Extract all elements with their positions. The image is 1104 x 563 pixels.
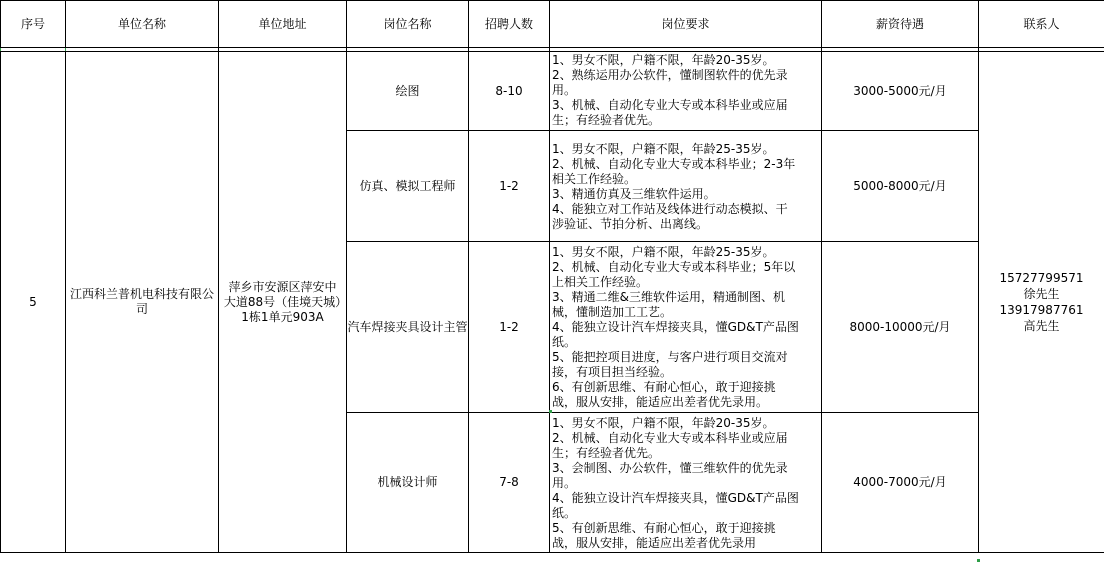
header-address[interactable]: 单位地址	[219, 1, 347, 48]
requirement-line: 用。	[552, 475, 577, 490]
requirement-line: 1、男女不限，户籍不限，年龄20-35岁。	[552, 53, 775, 67]
header-row	[1, 1, 1104, 48]
cell-company[interactable]: 江西科兰普机电科技有限公司	[66, 52, 219, 553]
cell-address[interactable]: 萍乡市安源区萍安中大道88号（佳境天城）1栋1单元903A	[219, 52, 347, 553]
contact-name-2: 高先生	[1023, 319, 1060, 333]
header-count[interactable]: 招聘人数	[469, 1, 550, 48]
cell-requirements[interactable]	[550, 131, 822, 242]
requirement-line: 战，服从安排，能适应出差者优先录用	[552, 535, 757, 550]
requirement-line: 3、机械、自动化专业大专或本科毕业或应届	[552, 98, 788, 112]
requirement-line: 纸。	[552, 335, 577, 349]
cell-position[interactable]: 仿真、模拟工程师	[347, 131, 469, 242]
cell-requirements[interactable]	[550, 413, 822, 553]
requirement-line: 4、能独立设计汽车焊接夹具，懂GD&T产品图	[552, 490, 799, 505]
cell-count[interactable]: 7-8	[469, 413, 550, 553]
requirement-line: 5、有创新思维、有耐心恒心，敢于迎接挑	[552, 520, 776, 535]
header-requirements[interactable]: 岗位要求	[550, 1, 822, 48]
requirement-line: 2、机械、自动化专业大专或本科毕业；2-3年	[552, 156, 796, 171]
requirement-line: 相关工作经验。	[552, 171, 637, 186]
requirement-line: 3、精通二维&三维软件运用，精通制图、机	[552, 290, 785, 304]
cell-salary[interactable]: 4000-7000元/月	[822, 413, 979, 553]
cell-count[interactable]: 1-2	[469, 242, 550, 413]
cell-count[interactable]: 1-2	[469, 131, 550, 242]
table-row	[1, 52, 1104, 131]
requirement-line: 涉验证、节拍分析、出离线。	[552, 216, 709, 231]
header-contact[interactable]: 联系人	[979, 1, 1104, 48]
header-seq[interactable]: 序号	[1, 1, 66, 48]
requirement-line: 3、精通仿真及三维软件运用。	[552, 186, 716, 201]
cell-salary[interactable]: 8000-10000元/月	[822, 242, 979, 413]
cell-requirements[interactable]	[550, 52, 822, 131]
requirement-line: 3、会制图、办公软件，懂三维软件的优先录	[552, 460, 788, 475]
contact-name-1: 徐先生	[1023, 287, 1060, 301]
cell-seq[interactable]: 5	[1, 52, 66, 553]
requirement-line: 1、男女不限，户籍不限，年龄25-35岁。	[552, 141, 775, 156]
selection-handle	[977, 559, 980, 562]
requirement-line: 4、能独立设计汽车焊接夹具，懂GD&T产品图	[552, 320, 799, 334]
cell-salary[interactable]: 5000-8000元/月	[822, 131, 979, 242]
cell-position[interactable]: 机械设计师	[347, 413, 469, 553]
requirement-line: 接，有项目担当经验。	[552, 365, 673, 379]
cell-contact[interactable]	[979, 52, 1104, 553]
requirement-line: 用。	[552, 83, 577, 97]
requirement-line: 2、机械、自动化专业大专或本科毕业或应届	[552, 430, 788, 445]
requirement-line: 生；有经验者优先。	[552, 445, 661, 460]
selection-handle	[549, 410, 552, 413]
requirement-line: 上相关工作经验。	[552, 275, 649, 289]
cell-position[interactable]: 汽车焊接夹具设计主管	[347, 242, 469, 413]
requirement-line: 5、能把控项目进度，与客户进行项目交流对	[552, 350, 788, 364]
contact-phone-2: 13917987761	[999, 303, 1084, 317]
requirement-line: 生；有经验者优先。	[552, 113, 661, 127]
requirement-line: 1、男女不限，户籍不限，年龄25-35岁。	[552, 245, 775, 259]
requirement-line: 2、熟练运用办公软件，懂制图软件的优先录	[552, 68, 788, 82]
requirement-line: 械，懂制造加工工艺。	[552, 305, 673, 319]
requirement-line: 1、男女不限，户籍不限，年龄20-35岁。	[552, 415, 775, 430]
contact-phone-1: 15727799571	[999, 271, 1084, 285]
cell-requirements[interactable]	[550, 242, 822, 413]
header-salary[interactable]: 薪资待遇	[822, 1, 979, 48]
requirement-line: 4、能独立对工作站及线体进行动态模拟、干	[552, 201, 788, 216]
header-position[interactable]: 岗位名称	[347, 1, 469, 48]
requirement-line: 纸。	[552, 505, 577, 520]
header-company[interactable]: 单位名称	[66, 1, 219, 48]
cell-count[interactable]: 8-10	[469, 52, 550, 131]
requirement-line: 2、机械、自动化专业大专或本科毕业；5年以	[552, 260, 796, 274]
requirement-line: 6、有创新思维、有耐心恒心，敢于迎接挑	[552, 380, 776, 394]
cell-salary[interactable]: 3000-5000元/月	[822, 52, 979, 131]
requirement-line: 战，服从安排，能适应出差者优先录用。	[552, 395, 769, 409]
cell-position[interactable]: 绘图	[347, 52, 469, 131]
